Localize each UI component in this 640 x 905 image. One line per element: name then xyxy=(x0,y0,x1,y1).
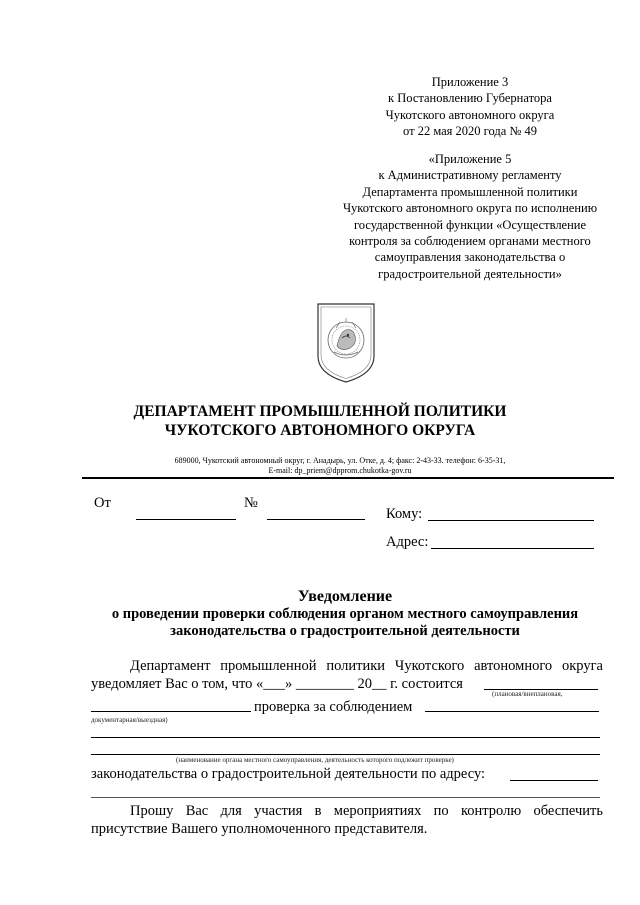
appendix-5-line: самоуправления законодательства о xyxy=(374,250,566,265)
check-form-field[interactable] xyxy=(91,711,251,712)
number-label: № xyxy=(244,495,258,511)
department-email: E-mail: dp_priem@dpprom.chukotka-gov.ru xyxy=(268,466,412,475)
check-address-field[interactable] xyxy=(510,780,598,781)
notice-subtitle-line2: законодательства о градостроительной деятельности xyxy=(170,623,520,639)
org-name-field-2[interactable] xyxy=(91,754,600,755)
body-paragraph2-line2: присутствие Вашего уполномоченного представителя. xyxy=(91,821,428,837)
appendix-3-block xyxy=(300,74,640,140)
to-field[interactable] xyxy=(428,520,594,521)
department-name-line2: ЧУКОТСКОГО АВТОНОМНОГО ОКРУГА xyxy=(164,422,476,439)
subject-field[interactable] xyxy=(425,711,599,712)
coat-of-arms-icon xyxy=(312,300,380,386)
appendix-5-line: государственной функции «Осуществление xyxy=(353,217,587,232)
department-name-line1: ДЕПАРТАМЕНТ ПРОМЫШЛЕННОЙ ПОЛИТИКИ xyxy=(133,403,507,420)
check-label: проверка за соблюдением xyxy=(254,699,413,715)
appendix-5-line: Департамента промышленной политики xyxy=(362,184,578,199)
hint-check-type: (плановая/внеплановая, xyxy=(492,690,563,698)
department-address: 689000, Чукотский автономный округ, г. Анадырь, ул. Отке, д. 4; факс: 2-43-33. телефон: 6-35-31, xyxy=(174,456,506,465)
to-label: Кому: xyxy=(386,506,423,522)
notice-title: Уведомление xyxy=(297,588,393,605)
appendix-5-line: к Административному регламенту xyxy=(378,168,562,183)
hint-org-name: (наименование органа местного самоуправления, деятельность которого подлежит проверке) xyxy=(176,756,454,764)
appendix-3-line: к Постановлению Губернатора xyxy=(388,91,552,106)
law-line: законодательства о градостроительной деятельности по адресу: xyxy=(91,766,486,782)
from-label: От xyxy=(94,495,111,511)
body-paragraph2-line1: Прошу Вас для участия в мероприятиях по контролю обеспечить xyxy=(130,803,603,819)
number-field[interactable] xyxy=(267,519,365,520)
header-divider xyxy=(82,477,614,479)
appendix-5-line: Чукотского автономного округа по исполнению xyxy=(342,201,598,216)
org-name-field-1[interactable] xyxy=(91,737,600,738)
appendix-5-line: градостроительной деятельности» xyxy=(378,266,562,281)
appendix-3-line: Чукотского автономного округа xyxy=(385,107,555,122)
hint-check-form: документарная/выездная) xyxy=(91,716,168,724)
appendix-3-line: Приложение 3 xyxy=(431,75,509,89)
appendix-5-line: контроля за соблюдением органами местного xyxy=(349,234,591,249)
appendix-3-line: от 22 мая 2020 года № 49 xyxy=(403,124,537,139)
date-field[interactable] xyxy=(136,519,236,520)
appendix-5-block xyxy=(300,151,640,282)
address-label: Адрес: xyxy=(386,534,429,550)
notice-subtitle-line1: о проведении проверки соблюдения органом местного самоуправления xyxy=(111,606,579,622)
appendix-5-line: «Приложение 5 xyxy=(428,152,512,166)
body-paragraph1-line2: уведомляет Вас о том, что «___» ________ 20__ г. состоится xyxy=(91,676,463,692)
address-continuation-field[interactable] xyxy=(91,797,600,798)
address-field[interactable] xyxy=(431,548,594,549)
body-paragraph1-line1: Департамент промышленной политики Чукотского автономного округа xyxy=(130,658,603,674)
